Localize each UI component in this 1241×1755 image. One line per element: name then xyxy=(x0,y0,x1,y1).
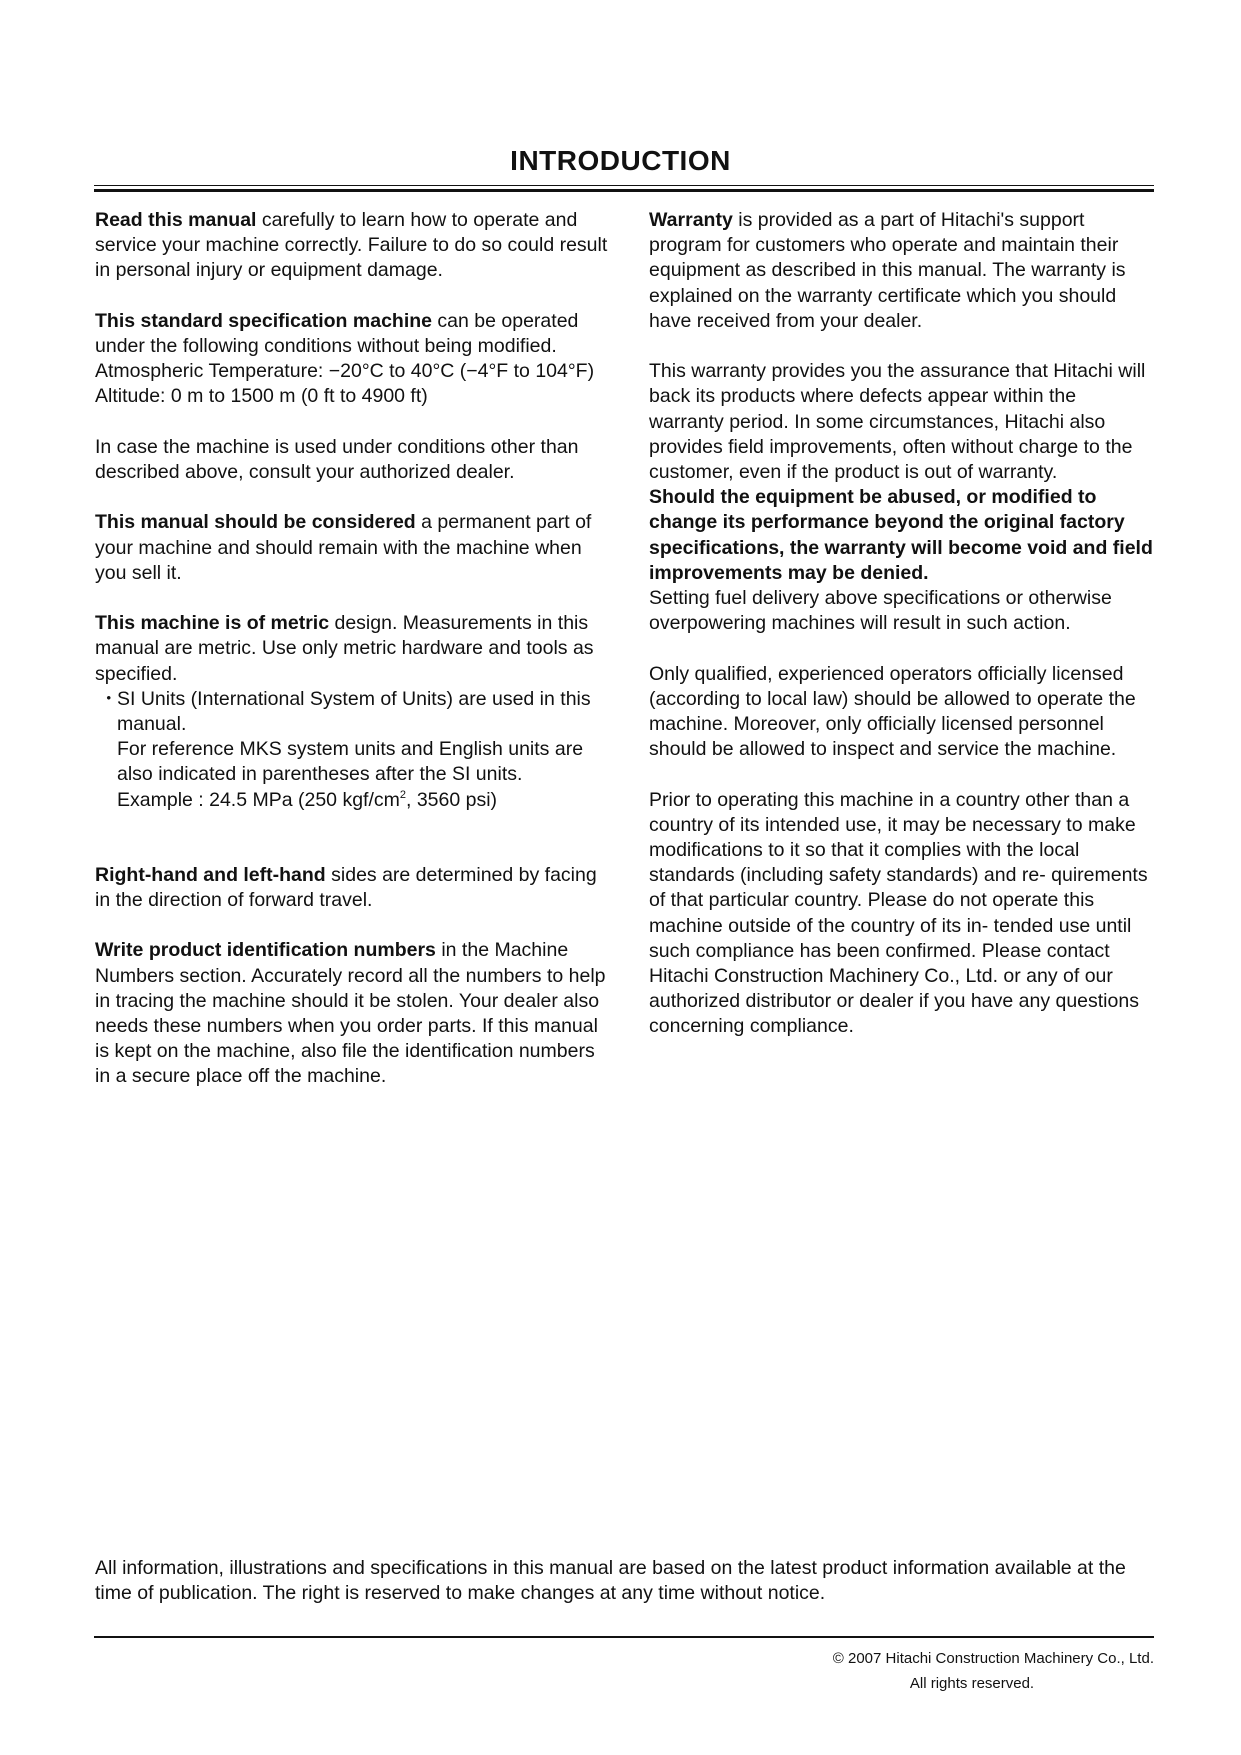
paragraph-text: sides are determined by facing in the direction of forward travel. xyxy=(95,863,597,912)
paragraph-other-conditions xyxy=(95,435,615,485)
bullet-text: SI Units (International System of Units) are used in this manual. xyxy=(117,687,591,735)
paragraph-text: can be operated under the following conditions without being modified. xyxy=(95,309,579,357)
temperature-range: Atmospheric Temperature: −20°C to 40°C (−4°F to 104°F) xyxy=(95,360,595,383)
paragraph-text: In case the machine is used under conditions other than described above, consult your authorized dealer. xyxy=(95,435,579,483)
copyright-block xyxy=(780,1646,1154,1696)
warranty-void-warning: Should the equipment be abused, or modified to change its performance beyond the original factory specifications, the warranty will become void and field improvements may be denied. xyxy=(649,486,1153,584)
example-text: Example : 24.5 MPa (250 kgf/cm xyxy=(117,788,400,811)
paragraph-standard-spec xyxy=(95,309,615,410)
page-title: INTRODUCTION xyxy=(510,145,731,176)
paragraph-identification xyxy=(95,938,615,1089)
footer-disclaimer: All information, illustrations and specifications in this manual are based on the latest product information available at the time of publication. The right is reserved to make changes at any time without notice. xyxy=(95,1557,1126,1605)
paragraph-text: is provided as a part of Hitachi's support program for customers who operate and maintain their equipment as described in this manual. The warranty is explained on the warranty certificate which you should have received from your dealer. xyxy=(649,209,1126,332)
example-text-end: , 3560 psi) xyxy=(406,788,498,811)
paragraph-text: carefully to learn how to operate and service your machine correctly. Failure to do so could result in personal injury or equipment damage. xyxy=(95,209,608,282)
paragraph-country-compliance xyxy=(649,788,1154,1040)
paragraph-text: a permanent part of your machine and should remain with the machine when you sell it. xyxy=(95,511,592,584)
paragraph-permanent-part xyxy=(95,510,615,586)
paragraph-read-manual xyxy=(95,208,615,284)
si-units-bullet xyxy=(95,687,615,813)
footer-divider xyxy=(94,1636,1154,1638)
paragraph-metric xyxy=(95,611,615,687)
paragraph-warranty-assurance xyxy=(649,359,1154,636)
paragraph-text-continued: Setting fuel delivery above specifications or otherwise overpowering machines will result in such action. xyxy=(649,587,1112,635)
paragraph-lead: Write product identification numbers xyxy=(95,939,436,962)
paragraph-lead: Warranty xyxy=(649,209,733,231)
title-divider-thick xyxy=(94,189,1154,192)
paragraph-qualified-operators xyxy=(649,662,1154,763)
paragraph-lead: This machine is of metric xyxy=(95,612,330,635)
right-column xyxy=(649,208,1154,1065)
paragraph-text: This warranty provides you the assurance that Hitachi will back its products where defects appear within the warranty period. In some circumstances, Hitachi also provides field improvements, often without charge to the customer, even if the product is out of warranty. xyxy=(649,360,1146,484)
paragraph-lead: This standard specification machine xyxy=(95,309,433,332)
paragraph-text: Only qualified, experienced operators officially licensed (according to local law) should be allowed to operate the machine. Moreover, only officially licensed personnel should be allowed to inspect and service the machine. xyxy=(649,662,1136,761)
paragraph-lead: Right-hand and left-hand xyxy=(95,863,326,886)
rights-reserved: All rights reserved. xyxy=(909,1675,1035,1692)
superscript: 2 xyxy=(399,788,406,801)
units-example xyxy=(117,788,615,813)
bullet-mark: ・ xyxy=(99,687,119,710)
bullet-reference-text: For reference MKS system units and English units are also indicated in parentheses after the SI units. xyxy=(117,738,584,786)
altitude-range: Altitude: 0 m to 1500 m (0 ft to 4900 ft) xyxy=(95,385,428,408)
paragraph-warranty xyxy=(649,208,1154,334)
paragraph-lead: This manual should be considered xyxy=(95,511,416,534)
paragraph-text: Prior to operating this machine in a country other than a country of its intended use, it may be necessary to make modifications to it so that it complies with the local standards (including safety standards) and re- quirements of that particular country. Please do not operate this machine outside of the country of its in- tended use until such compliance has been confirmed. Please contact Hitachi Construction Machinery Co., Ltd. or any of our authorized distributor or dealer if you have any questions concerning compliance. xyxy=(649,788,1148,1038)
paragraph-lead: Read this manual xyxy=(95,209,257,231)
paragraph-sides xyxy=(95,863,615,913)
left-column xyxy=(95,208,615,1115)
paragraph-text: in the Machine Numbers section. Accurately record all the numbers to help in tracing the machine should it be stolen. Your dealer also needs these numbers when you order parts. If this manual is kept on the machine, also file the identification numbers in a secure place off the machine. xyxy=(95,939,606,1088)
copyright-notice: © 2007 Hitachi Construction Machinery Co., Ltd. xyxy=(832,1650,1154,1667)
paragraph-text: design. Measurements in this manual are metric. Use only metric hardware and tools as specified. xyxy=(95,612,594,685)
title-divider-thin xyxy=(94,185,1154,186)
title-divider xyxy=(94,185,1154,192)
